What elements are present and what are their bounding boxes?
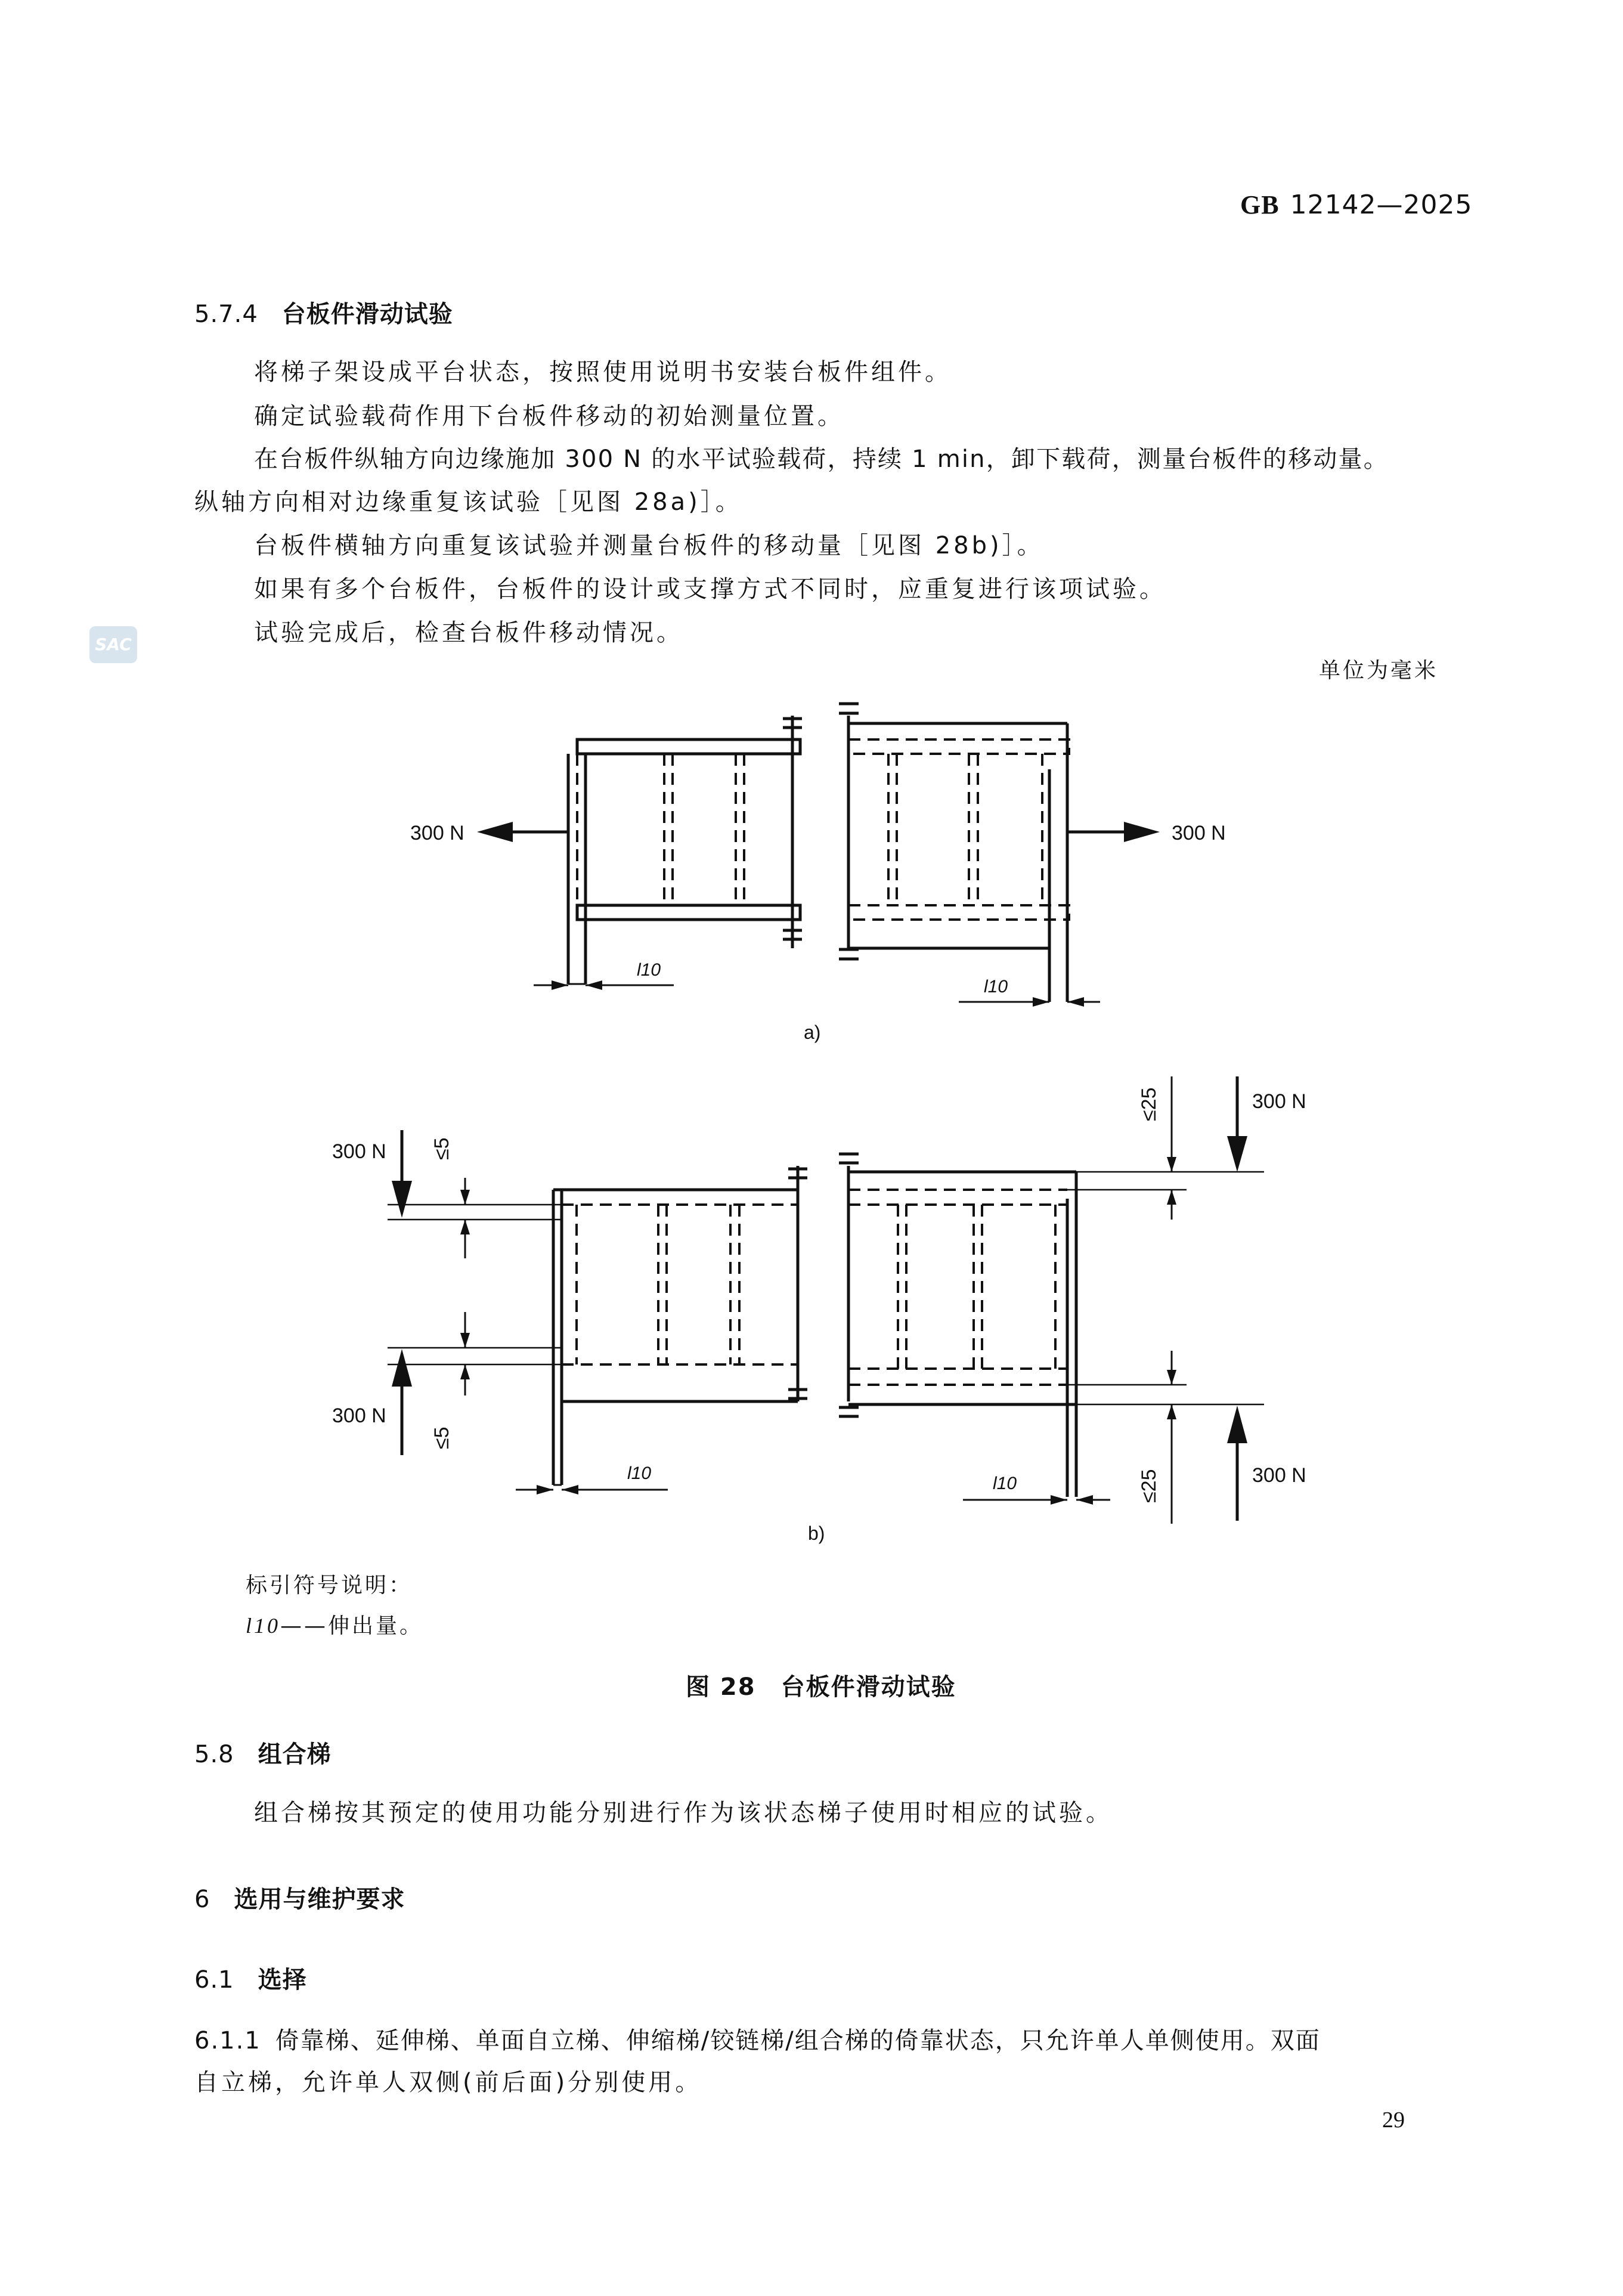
figure-b-left-dashed-slats <box>562 1205 798 1364</box>
legend-title: 标引符号说明： <box>246 1573 413 1598</box>
figure-b-right-dim-arrow <box>1051 1495 1067 1505</box>
figure-b-right-top-arrowhead <box>1227 1136 1247 1172</box>
figure-b-right-dashed-board <box>848 1190 1067 1385</box>
figure-b-left-extension-lines <box>388 1205 562 1364</box>
figure-a-left-dim-label: l10 <box>637 960 661 980</box>
figure-a-left-dashed-slats <box>577 754 744 905</box>
figure-b-tol-arrow <box>460 1333 470 1348</box>
figure-a-left-arrowhead <box>477 822 513 842</box>
figure-b-right-bottom-arrowhead <box>1227 1406 1247 1443</box>
figure-b-tol-right-top: ≤25 <box>1138 1087 1160 1121</box>
figure-b-left-frame <box>553 1166 798 1485</box>
figure-a-right-load-label: 300 N <box>1172 822 1226 844</box>
paragraph-6-1-1 <box>194 2022 1321 2056</box>
figure-b-right-frame <box>848 1166 1076 1497</box>
section-number: 6.1 <box>194 1966 234 1994</box>
figure-b-right-extension-lines <box>1067 1172 1264 1404</box>
figure-b-load-bl: 300 N <box>332 1404 386 1427</box>
figure-b-left-dim-arrow <box>537 1485 553 1494</box>
figure-b-tol-arrow <box>460 1190 470 1205</box>
figure-b-left-dim-label: l10 <box>627 1463 652 1483</box>
section-5-8-heading <box>194 1735 332 1769</box>
figure-a-left-load-label: 300 N <box>410 822 464 844</box>
figure-a-left-frame <box>568 716 800 984</box>
figure-a-right-frame <box>848 716 1067 1002</box>
paragraph: 试验完成后，检查台板件移动情况。 <box>254 619 683 646</box>
figure-b-tol-arrow <box>1167 1370 1176 1385</box>
figure-caption: 图 28 台板件滑动试验 <box>686 1673 956 1701</box>
figure-b-load-tl: 300 N <box>332 1140 386 1163</box>
figure-a-subcaption: a) <box>804 1022 821 1043</box>
clause-text: 倚靠梯、延伸梯、单面自立梯、伸缩梯/铰链梯/组合梯的倚靠状态，只允许单人单侧使用。双面 <box>275 2027 1321 2054</box>
section-title: 选用与维护要求 <box>234 1886 405 1913</box>
legend-symbol: l10 <box>246 1614 281 1638</box>
figure-b-right-dim-label: l10 <box>993 1474 1017 1493</box>
paragraph: 如果有多个台板件，台板件的设计或支撑方式不同时，应重复进行该项试验。 <box>254 575 1166 603</box>
figure-b-left-dim-arrow <box>562 1485 578 1494</box>
paragraph-continuation: 纵轴方向相对边缘重复该试验［见图 28a)］。 <box>194 488 742 516</box>
figure-b-load-br: 300 N <box>1252 1464 1306 1487</box>
figure-a-right-dim-label: l10 <box>984 977 1008 997</box>
paragraph: 确定试验载荷作用下台板件移动的初始测量位置。 <box>254 403 844 430</box>
figure-a-left-dim-arrow <box>586 980 602 990</box>
figure-b-right-dim-arrow <box>1076 1495 1093 1505</box>
figure-b-tol-arrow <box>1167 1157 1176 1172</box>
legend-entry <box>246 1609 423 1639</box>
units-note: 单位为毫米 <box>1319 658 1439 683</box>
figure-b-tol-arrow <box>460 1220 470 1234</box>
section-number: 5.8 <box>194 1741 234 1768</box>
figure-b-subcaption: b) <box>808 1523 825 1544</box>
sac-watermark-logo: SAC <box>89 626 137 663</box>
figure-a-right-arrowhead <box>1124 822 1160 842</box>
section-title: 台板件滑动试验 <box>281 301 453 328</box>
section-title: 选择 <box>258 1966 307 1994</box>
figure-b-tol-arrow <box>1167 1404 1176 1419</box>
paragraph: 在台板件纵轴方向边缘施加 300 N 的水平试验载荷，持续 1 min，卸下载荷，测量台板件的移动量。 <box>254 445 1389 473</box>
figure-b-tol-left-top: ≤5 <box>430 1137 453 1160</box>
figure-a-left-dim-arrow <box>552 980 568 990</box>
paragraph-continuation: 自立梯，允许单人双侧(前后面)分别使用。 <box>194 2069 702 2096</box>
standard-prefix: GB <box>1240 190 1280 219</box>
legend-text: ——伸出量。 <box>280 1614 424 1638</box>
page-number: 29 <box>1382 2108 1405 2133</box>
paragraph: 台板件横轴方向重复该试验并测量台板件的移动量［见图 28b)］。 <box>254 532 1044 559</box>
figure-a-right-dashed-board <box>848 739 1069 920</box>
figure-b-left-top-arrowhead <box>392 1181 412 1218</box>
section-6-1-heading <box>194 1961 307 1995</box>
clause-number: 6.1.1 <box>194 2027 261 2054</box>
figure-b-tol-arrow <box>1167 1190 1176 1205</box>
figure-b-left-bottom-arrowhead <box>392 1349 412 1387</box>
figure-b-load-tr: 300 N <box>1252 1090 1306 1113</box>
section-title: 组合梯 <box>258 1741 332 1768</box>
paragraph: 将梯子架设成平台状态，按照使用说明书安装台板件组件。 <box>254 358 952 386</box>
figure-b-tol-right-bottom: ≤25 <box>1138 1469 1160 1503</box>
paragraph: 组合梯按其预定的使用功能分别进行作为该状态梯子使用时相应的试验。 <box>254 1799 1113 1827</box>
figure-b-tol-arrow <box>460 1364 470 1379</box>
figure-b-tol-left-bottom: ≤5 <box>430 1427 453 1449</box>
section-number: 6 <box>194 1886 210 1913</box>
standard-number: 12142—2025 <box>1290 190 1473 220</box>
section-6-heading <box>194 1880 405 1914</box>
figure-a-right-dim-arrow <box>1067 997 1084 1007</box>
section-number: 5.7.4 <box>194 301 258 328</box>
figure-a-right-dim-arrow <box>1033 997 1049 1007</box>
